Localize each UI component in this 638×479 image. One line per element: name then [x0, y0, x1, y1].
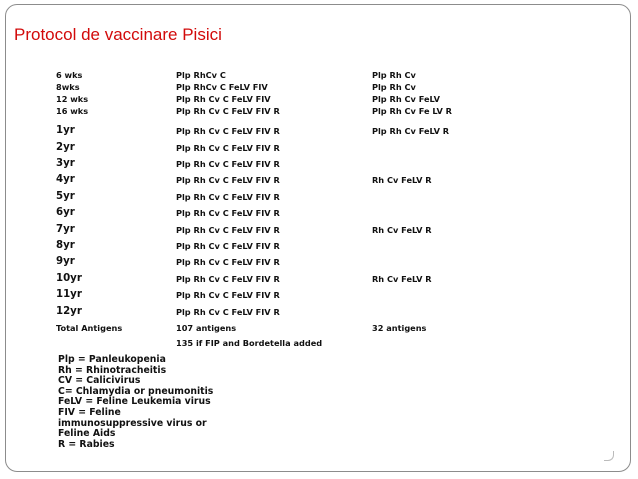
- core-protocol-cell: Plp Rh Cv C FeLV FIV R: [176, 307, 280, 317]
- age-cell: 4yr: [56, 174, 75, 185]
- core-protocol-cell: Plp Rh Cv C FeLV FIV R: [176, 159, 280, 169]
- core-protocol-cell: Plp Rh Cv C FeLV FIV: [176, 94, 271, 104]
- core-protocol-cell: Plp Rh Cv C FeLV FIV R: [176, 106, 280, 116]
- table-row: [6, 159, 632, 173]
- age-cell: 2yr: [56, 142, 75, 153]
- table-row: [6, 323, 632, 337]
- age-cell: Total Antigens: [56, 323, 123, 333]
- core-protocol-cell: Plp Rh Cv C FeLV FIV R: [176, 257, 280, 267]
- age-cell: 10yr: [56, 273, 82, 284]
- slide-frame: [5, 4, 631, 472]
- core-protocol-cell: Plp Rh Cv C FeLV FIV R: [176, 225, 280, 235]
- core-protocol-cell: Plp Rh Cv C FeLV FIV R: [176, 175, 280, 185]
- table-row: [6, 208, 632, 222]
- age-cell: 6 wks: [56, 70, 83, 80]
- age-cell: 12yr: [56, 306, 82, 317]
- alt-protocol-cell: Rh Cv FeLV R: [372, 225, 432, 235]
- age-cell: 7yr: [56, 224, 75, 235]
- core-protocol-cell: Plp RhCv C: [176, 70, 226, 80]
- legend-item: Rh = Rhinotracheitis: [58, 364, 167, 376]
- age-cell: 6yr: [56, 207, 75, 218]
- legend-item: FIV = Feline: [58, 406, 121, 418]
- age-cell: 8yr: [56, 240, 75, 251]
- table-row: [6, 126, 632, 140]
- core-protocol-cell: Plp Rh Cv C FeLV FIV R: [176, 241, 280, 251]
- table-row: [6, 241, 632, 255]
- core-protocol-cell: Plp Rh Cv C FeLV FIV R: [176, 290, 280, 300]
- age-cell: 16 wks: [56, 106, 89, 116]
- alt-protocol-cell: Plp Rh Cv FeLV: [372, 94, 440, 104]
- alt-protocol-cell: Rh Cv FeLV R: [372, 274, 432, 284]
- core-protocol-cell: 107 antigens: [176, 323, 237, 333]
- table-row: [6, 106, 632, 120]
- legend-item: Plp = Panleukopenia: [58, 354, 166, 365]
- slide-corner-decoration: [604, 451, 614, 461]
- age-cell: 8wks: [56, 82, 80, 92]
- core-protocol-cell: Plp Rh Cv C FeLV FIV R: [176, 192, 280, 202]
- alt-protocol-cell: 32 antigens: [372, 323, 427, 333]
- alt-protocol-cell: Plp Rh Cv FeLV R: [372, 126, 450, 136]
- legend-item: FeLV = Feline Leukemia virus: [58, 396, 211, 408]
- table-row: [6, 175, 632, 189]
- age-cell: 1yr: [56, 125, 75, 136]
- abbreviation-legend: [58, 355, 213, 450]
- table-row: [6, 338, 632, 352]
- core-protocol-cell: Plp Rh Cv C FeLV FIV R: [176, 143, 280, 153]
- slide-title: Protocol de vaccinare Pisici: [14, 25, 222, 44]
- alt-protocol-cell: Plp Rh Cv Fe LV R: [372, 106, 452, 116]
- alt-protocol-cell: Plp Rh Cv: [372, 70, 416, 80]
- table-row: [6, 143, 632, 157]
- core-protocol-cell: Plp Rh Cv C FeLV FIV R: [176, 274, 280, 284]
- core-protocol-cell: Plp RhCv C FeLV FIV: [176, 82, 268, 92]
- age-cell: 11yr: [56, 289, 82, 300]
- age-cell: 5yr: [56, 191, 75, 202]
- table-row: [6, 225, 632, 239]
- core-protocol-cell: Plp Rh Cv C FeLV FIV R: [176, 126, 280, 136]
- legend-item: immunosuppressive virus or: [58, 417, 207, 429]
- legend-item: CV = Calicivirus: [58, 375, 141, 387]
- table-row: [6, 274, 632, 288]
- table-row: [6, 290, 632, 304]
- legend-item: Feline Aids: [58, 428, 116, 440]
- legend-item: C= Chlamydia or pneumonitis: [58, 385, 214, 397]
- alt-protocol-cell: Plp Rh Cv: [372, 82, 416, 92]
- table-row: [6, 257, 632, 271]
- age-cell: 12 wks: [56, 94, 89, 104]
- table-row: [6, 192, 632, 206]
- core-protocol-cell: 135 if FIP and Bordetella added: [176, 338, 323, 348]
- age-cell: 3yr: [56, 158, 75, 169]
- core-protocol-cell: Plp Rh Cv C FeLV FIV R: [176, 208, 280, 218]
- table-row: [6, 307, 632, 321]
- age-cell: 9yr: [56, 256, 75, 267]
- legend-item: R = Rabies: [58, 438, 115, 450]
- alt-protocol-cell: Rh Cv FeLV R: [372, 175, 432, 185]
